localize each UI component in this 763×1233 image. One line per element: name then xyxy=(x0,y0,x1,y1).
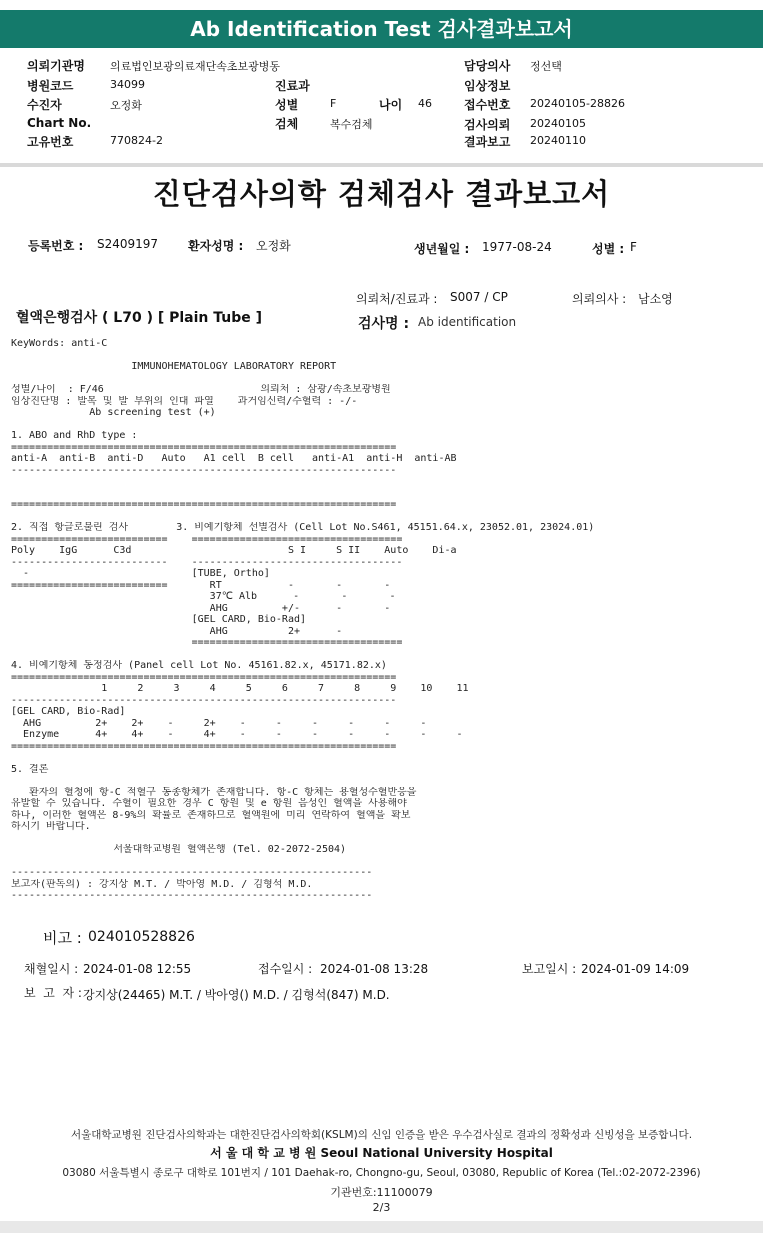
info-label-patient: 수진자 xyxy=(27,98,62,112)
lab-report-line xyxy=(11,511,751,523)
info-label-chart-no: Chart No. xyxy=(27,116,92,130)
lab-report-line: 임상진단명 : 발목 및 발 부위의 인대 파열 과거임신력/수혈력 : -/- xyxy=(11,395,358,407)
lab-report-line: ------------------------------------------------------------ xyxy=(11,890,373,901)
sex-value: F xyxy=(630,240,637,254)
lab-report-line: ================================================================ xyxy=(11,671,397,683)
doctor-label: 의뢰의사 : xyxy=(572,292,627,306)
lab-report-line: AHG 2+ 2+ - 2+ - - - - - - xyxy=(11,717,427,729)
info-value-sex: F xyxy=(330,97,337,110)
info-label-clinical-info: 임상정보 xyxy=(464,79,511,93)
lab-report-line: 1 2 3 4 5 6 7 8 9 10 11 xyxy=(11,683,469,694)
dept-value: S007 / CP xyxy=(450,290,508,304)
info-label-institution: 의뢰기관명 xyxy=(27,59,85,73)
lab-report-line xyxy=(11,752,751,764)
reg-no-value: S2409197 xyxy=(97,237,159,251)
info-label-hospital-code: 병원코드 xyxy=(27,79,74,93)
lab-report-line: ================================================================ xyxy=(11,499,397,510)
receive-value: 2024-01-08 13:28 xyxy=(320,962,429,976)
hospital-name: 서 울 대 학 교 병 원 Seoul National University Hospital xyxy=(210,1146,553,1160)
info-value-unique-no: 770824-2 xyxy=(110,134,163,147)
lab-report-line: 서울대학교병원 혈액은행 (Tel. 02-2072-2504) xyxy=(11,844,347,855)
lab-report-line xyxy=(11,833,751,845)
lab-report-line: [GEL CARD, Bio-Rad] xyxy=(11,614,307,625)
lab-report-line: anti-A anti-B anti-D Auto A1 cell B cell anti-A1 anti-H anti-AB xyxy=(11,453,457,464)
lab-report-line: Enzyme 4+ 4+ - 4+ - - - - - - - xyxy=(11,729,463,740)
lab-report-line: ---------------------------------------------------------------- xyxy=(11,694,397,706)
lab-report-line xyxy=(11,350,751,362)
lab-report-line: ========================== =================================== xyxy=(11,533,403,545)
lab-report-line xyxy=(11,373,751,385)
patient-name-value: 오정화 xyxy=(256,239,291,253)
lab-report-line: 환자의 혈청에 항-C 적혈구 동종항체가 존재합니다. 항-C 항체는 용혈성수혈반응을 xyxy=(11,786,417,798)
hospital-address: 03080 서울특별시 종로구 대학로 101번지 / 101 Daehak-ro, Chongno-gu, Seoul, 03080, Republic of Korea (Tel.:02-2072-2396) xyxy=(62,1167,701,1179)
info-label-age: 나이 xyxy=(379,98,403,112)
lab-report-line: 보고자(판독의) : 강지상 M.T. / 박아영 M.D. / 김형석 M.D. xyxy=(11,878,313,890)
lab-report-line: AHG 2+ - xyxy=(11,625,343,637)
receive-label: 접수일시 : xyxy=(258,962,313,976)
remark-value: 024010528826 xyxy=(88,929,195,945)
lab-report-line: 2. 직접 항글로불린 검사 3. 비예기항체 선별검사 (Cell Lot No.S461, 45151.64.x, 23052.01, 23024.01) xyxy=(11,522,595,533)
lab-report-line xyxy=(11,476,751,488)
lab-report-line: 성별/나이 : F/46 의뢰처 : 삼광/속초보광병원 xyxy=(11,384,391,395)
info-label-sex: 성별 xyxy=(275,98,299,112)
lab-report-line xyxy=(11,649,751,661)
dob-label: 생년월일 : xyxy=(414,242,470,256)
patient-name-label: 환자성명 : xyxy=(188,239,244,253)
lab-report-line: =================================== xyxy=(11,637,403,648)
test-group: 혈액은행검사 ( L70 ) [ Plain Tube ] xyxy=(16,310,263,326)
lab-report-line: ---------------------------------------------------------------- xyxy=(11,464,397,476)
info-label-unique-no: 고유번호 xyxy=(27,135,74,149)
info-value-institution: 의료법인보광의료재단속초보광병동 xyxy=(110,60,281,73)
info-value-specimen: 복수검체 xyxy=(330,118,373,131)
report-date-label: 보고일시 : xyxy=(522,962,577,976)
lab-report-line: - [TUBE, Ortho] xyxy=(11,568,270,579)
collect-value: 2024-01-08 12:55 xyxy=(83,962,192,976)
info-label-result-date: 결과보고 xyxy=(464,135,511,149)
doctor-value: 남소영 xyxy=(638,292,673,306)
lab-report-line: 하나, 이러한 혈액은 8-9%의 확률로 존재하므로 혈액원에 미리 연락하여 혈액을 확보 xyxy=(11,809,411,821)
lab-report-line: ================================================================ xyxy=(11,740,397,752)
reg-no-label: 등록번호 : xyxy=(28,239,84,253)
report-title: 진단검사의학 검체검사 결과보고서 xyxy=(152,177,611,211)
lab-report-line: 1. ABO and RhD type : xyxy=(11,430,138,441)
info-value-doctor: 정선택 xyxy=(530,60,562,73)
lab-report-line: 5. 결론 xyxy=(11,763,49,775)
lab-report-line xyxy=(11,488,751,500)
bottom-band xyxy=(0,1221,763,1233)
test-name-label: 검사명 : xyxy=(358,316,410,332)
reporter-value: 강지상(24465) M.T. / 박아영() M.D. / 김형석(847) M.D. xyxy=(83,988,390,1002)
info-label-request-date: 검사의뢰 xyxy=(464,118,511,132)
info-value-result-date: 20240110 xyxy=(530,134,586,147)
test-name-value: Ab identification xyxy=(418,315,517,329)
remark-label: 비고 : xyxy=(43,929,82,947)
lab-report-line: KeyWords: anti-C xyxy=(11,338,108,349)
lab-report-line: Ab screening test (+) xyxy=(11,407,216,418)
lab-report-line: Poly IgG C3d S I S II Auto Di-a xyxy=(11,545,457,556)
info-value-receipt-no: 20240105-28826 xyxy=(530,97,625,110)
dob-value: 1977-08-24 xyxy=(482,240,552,254)
lab-report-line xyxy=(11,419,751,431)
lab-report-line: IMMUNOHEMATOLOGY LABORATORY REPORT xyxy=(11,361,337,372)
reporter-label: 보 고 자 : xyxy=(24,986,82,1000)
info-label-dept: 진료과 xyxy=(275,79,310,93)
dept-label: 의뢰처/진료과 : xyxy=(356,292,438,306)
info-label-receipt-no: 접수번호 xyxy=(464,98,511,112)
lab-report-line: ========================== RT - - - xyxy=(11,579,391,591)
lab-report-line: 하시기 바랍니다. xyxy=(11,821,91,832)
lab-report-line: AHG +/- - - xyxy=(11,602,391,614)
lab-report-line: [GEL CARD, Bio-Rad] xyxy=(11,706,126,717)
info-value-age: 46 xyxy=(418,97,432,110)
info-label-specimen: 검체 xyxy=(275,117,299,131)
header-title: Ab Identification Test 검사결과보고서 xyxy=(190,17,573,41)
lab-report-line: -------------------------- ----------------------------------- xyxy=(11,556,403,568)
sex-label: 성별 : xyxy=(592,242,625,256)
lab-report-line: 37℃ Alb - - - xyxy=(11,591,396,602)
info-label-doctor: 담당의사 xyxy=(464,59,511,73)
lab-report-line xyxy=(11,775,751,787)
page-number: 2/3 xyxy=(372,1201,391,1214)
institution-code: 기관번호:11100079 xyxy=(330,1186,433,1199)
certification-note: 서울대학교병원 진단검사의학과는 대한진단검사의학회(KSLM)의 신임 인증을 받은 우수검사실로 결과의 정확성과 신빙성을 보증합니다. xyxy=(70,1129,693,1141)
lab-report-line: ================================================================ xyxy=(11,441,397,453)
info-value-hospital-code: 34099 xyxy=(110,78,145,91)
lab-report-line: ------------------------------------------------------------ xyxy=(11,867,373,878)
section-divider xyxy=(0,163,763,167)
info-value-patient: 오정화 xyxy=(110,99,142,112)
lab-report-line: 유발할 수 있습니다. 수혈이 필요한 경우 C 항원 및 e 항원 음성인 혈액을 사용해야 xyxy=(11,798,407,809)
lab-report-line xyxy=(11,856,751,868)
lab-report-line: 4. 비예기항체 동정검사 (Panel cell Lot No. 45161.82.x, 45171.82.x) xyxy=(11,660,387,671)
info-value-request-date: 20240105 xyxy=(530,117,586,130)
lab-report-text xyxy=(11,338,751,902)
collect-label: 채혈일시 : xyxy=(24,962,79,976)
report-date-value: 2024-01-09 14:09 xyxy=(581,962,690,976)
